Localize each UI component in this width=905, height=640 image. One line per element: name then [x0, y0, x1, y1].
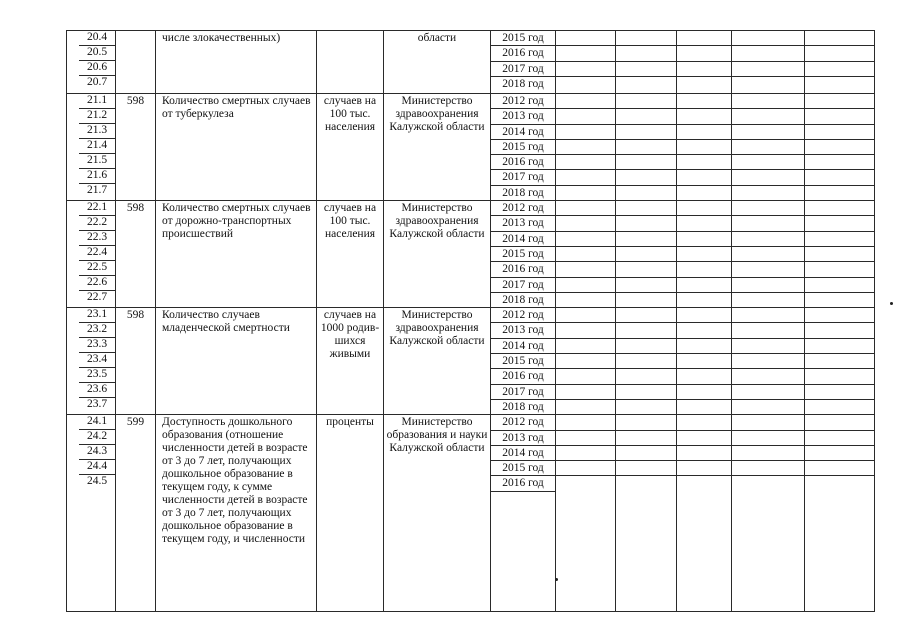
empty-value	[677, 369, 731, 384]
empty-value	[556, 354, 615, 369]
indicator-table	[66, 30, 875, 612]
row-code: 24.4	[79, 460, 115, 475]
value-cell	[732, 94, 805, 201]
row-code: 22.2	[79, 216, 115, 231]
empty-value	[556, 431, 615, 446]
year-label: 2014 год	[491, 125, 555, 140]
empty-value	[732, 354, 804, 369]
unit-of-measure: проценты	[317, 415, 384, 612]
empty-value	[732, 431, 804, 446]
empty-value	[732, 369, 804, 384]
empty-value	[616, 415, 676, 430]
row-codes-cell	[67, 415, 116, 612]
empty-value	[616, 400, 676, 414]
empty-value	[556, 31, 615, 46]
empty-value	[677, 31, 731, 46]
empty-value	[616, 308, 676, 323]
empty-value	[732, 232, 804, 247]
years-cell	[491, 31, 556, 94]
empty-value	[616, 476, 676, 490]
empty-value	[805, 46, 874, 61]
year-label: 2016 год	[491, 476, 555, 491]
row-code: 20.4	[79, 31, 115, 46]
responsible-org: Министерство здравоохранения Калужской области	[384, 308, 491, 415]
empty-value	[556, 201, 615, 216]
value-cell	[732, 201, 805, 308]
row-codes-cell	[67, 201, 116, 308]
empty-value	[556, 125, 615, 140]
empty-value	[556, 262, 615, 277]
year-label: 2012 год	[491, 94, 555, 109]
row-code: 24.3	[79, 445, 115, 460]
empty-value	[677, 308, 731, 323]
year-label: 2013 год	[491, 323, 555, 338]
empty-value	[677, 46, 731, 61]
empty-value	[616, 354, 676, 369]
unit-of-measure: случаев на 100 тыс. населения	[317, 94, 384, 201]
empty-value	[616, 216, 676, 231]
empty-value	[805, 170, 874, 185]
empty-value	[677, 232, 731, 247]
empty-value	[805, 155, 874, 170]
empty-value	[616, 155, 676, 170]
empty-value	[677, 400, 731, 414]
empty-value	[805, 369, 874, 384]
year-label: 2015 год	[491, 247, 555, 262]
empty-value	[556, 232, 615, 247]
empty-value	[732, 415, 804, 430]
empty-value	[677, 339, 731, 354]
empty-value	[805, 216, 874, 231]
empty-value	[677, 323, 731, 338]
value-cell	[616, 31, 677, 94]
empty-value	[616, 339, 676, 354]
row-codes-cell	[67, 31, 116, 94]
item-number: 598	[116, 308, 156, 415]
empty-value	[805, 247, 874, 262]
value-cell	[616, 94, 677, 201]
empty-value	[556, 476, 615, 490]
year-label: 2012 год	[491, 415, 555, 430]
year-label: 2016 год	[491, 46, 555, 61]
empty-value	[616, 94, 676, 109]
empty-value	[616, 278, 676, 293]
value-cell	[677, 308, 732, 415]
item-number	[116, 31, 156, 94]
row-code: 23.3	[79, 338, 115, 353]
empty-value	[677, 186, 731, 200]
unit-of-measure	[317, 31, 384, 94]
empty-value	[616, 262, 676, 277]
year-label: 2016 год	[491, 155, 555, 170]
indicator-name: Количество смертных случаев от дорожно-транспортных происшествий	[156, 201, 317, 308]
year-label: 2016 год	[491, 369, 555, 384]
empty-value	[732, 186, 804, 200]
empty-value	[732, 278, 804, 293]
value-cell	[677, 415, 732, 612]
empty-value	[616, 125, 676, 140]
indicator-row	[67, 308, 875, 415]
empty-value	[677, 216, 731, 231]
empty-value	[805, 385, 874, 400]
empty-value	[805, 476, 874, 490]
empty-value	[556, 400, 615, 414]
value-cell	[677, 31, 732, 94]
responsible-org: Министерство здравоохранения Калужской области	[384, 201, 491, 308]
empty-value	[677, 262, 731, 277]
year-label: 2015 год	[491, 140, 555, 155]
value-cell	[677, 94, 732, 201]
empty-value	[732, 46, 804, 61]
empty-value	[805, 201, 874, 216]
year-label: 2018 год	[502, 400, 544, 413]
years-cell	[491, 308, 556, 415]
empty-value	[616, 323, 676, 338]
row-code: 22.6	[79, 276, 115, 291]
row-code: 22.5	[79, 261, 115, 276]
empty-value	[732, 247, 804, 262]
indicator-row	[67, 31, 875, 94]
indicator-name: Количество случаев младенческой смертности	[156, 308, 317, 415]
value-cell	[732, 308, 805, 415]
row-code: 23.2	[79, 323, 115, 338]
empty-value	[732, 77, 804, 91]
empty-value	[677, 293, 731, 307]
empty-value	[805, 232, 874, 247]
row-code: 21.7	[86, 184, 108, 196]
scan-speck	[890, 302, 893, 305]
row-code: 21.1	[79, 94, 115, 109]
row-code: 20.5	[79, 46, 115, 61]
year-label: 2012 год	[491, 308, 555, 323]
empty-value	[677, 201, 731, 216]
empty-value	[677, 140, 731, 155]
row-code: 22.4	[79, 246, 115, 261]
row-code: 21.6	[79, 169, 115, 184]
empty-value	[616, 369, 676, 384]
empty-value	[616, 186, 676, 200]
row-code: 21.2	[79, 109, 115, 124]
empty-value	[677, 431, 731, 446]
empty-value	[556, 415, 615, 430]
empty-value	[805, 31, 874, 46]
empty-value	[616, 232, 676, 247]
empty-value	[805, 77, 874, 91]
row-code: 22.3	[79, 231, 115, 246]
value-cell	[556, 201, 616, 308]
empty-value	[677, 170, 731, 185]
row-codes-cell	[67, 94, 116, 201]
row-code: 22.7	[86, 291, 108, 304]
empty-value	[556, 170, 615, 185]
value-cell	[556, 415, 616, 612]
unit-of-measure: случаев на 100 тыс. населения	[317, 201, 384, 308]
year-label: 2018 год	[502, 293, 544, 306]
row-code: 22.1	[79, 201, 115, 216]
year-label: 2017 год	[491, 170, 555, 185]
years-cell	[491, 415, 556, 612]
empty-value	[677, 247, 731, 262]
empty-value	[732, 293, 804, 307]
indicator-row	[67, 415, 875, 612]
value-cell	[556, 31, 616, 94]
row-codes-cell	[67, 308, 116, 415]
year-label: 2012 год	[491, 201, 555, 216]
empty-value	[732, 461, 804, 476]
empty-value	[556, 461, 615, 476]
value-cell	[805, 31, 875, 94]
value-cell	[805, 308, 875, 415]
empty-value	[732, 94, 804, 109]
empty-value	[677, 62, 731, 77]
item-number: 598	[116, 201, 156, 308]
empty-value	[677, 354, 731, 369]
year-label: 2017 год	[491, 62, 555, 77]
empty-value	[677, 278, 731, 293]
empty-value	[732, 216, 804, 231]
year-label: 2015 год	[491, 354, 555, 369]
value-cell	[616, 308, 677, 415]
value-cell	[805, 415, 875, 612]
empty-value	[616, 247, 676, 262]
year-label: 2014 год	[491, 339, 555, 354]
empty-value	[556, 339, 615, 354]
empty-value	[556, 62, 615, 77]
empty-value	[805, 461, 874, 476]
indicator-name: Количество смертных случаев от туберкулеза	[156, 94, 317, 201]
row-code: 24.5	[86, 475, 108, 488]
value-cell	[556, 94, 616, 201]
empty-value	[732, 201, 804, 216]
empty-value	[805, 140, 874, 155]
empty-value	[677, 415, 731, 430]
item-number: 599	[116, 415, 156, 612]
year-label: 2015 год	[491, 31, 555, 46]
empty-value	[556, 247, 615, 262]
empty-value	[616, 201, 676, 216]
empty-value	[805, 109, 874, 124]
responsible-org: области	[384, 31, 491, 94]
empty-value	[732, 170, 804, 185]
empty-value	[805, 186, 874, 200]
empty-value	[805, 400, 874, 414]
row-code: 23.1	[79, 308, 115, 323]
empty-value	[732, 262, 804, 277]
empty-value	[732, 385, 804, 400]
year-label: 2018 год	[502, 77, 544, 90]
empty-value	[677, 125, 731, 140]
item-number: 598	[116, 94, 156, 201]
row-code: 24.1	[79, 415, 115, 430]
empty-value	[616, 62, 676, 77]
value-cell	[732, 415, 805, 612]
year-label: 2016 год	[491, 262, 555, 277]
empty-value	[732, 62, 804, 77]
empty-value	[556, 46, 615, 61]
value-cell	[677, 201, 732, 308]
row-code: 23.4	[79, 353, 115, 368]
value-cell	[732, 31, 805, 94]
empty-value	[805, 278, 874, 293]
empty-value	[732, 400, 804, 414]
empty-value	[677, 94, 731, 109]
responsible-org: Министерство здравоохранения Калужской области	[384, 94, 491, 201]
value-cell	[616, 201, 677, 308]
empty-value	[805, 125, 874, 140]
empty-value	[677, 109, 731, 124]
empty-value	[616, 77, 676, 91]
empty-value	[805, 431, 874, 446]
empty-value	[732, 308, 804, 323]
empty-value	[805, 308, 874, 323]
empty-value	[616, 140, 676, 155]
row-code: 21.3	[79, 124, 115, 139]
empty-value	[732, 31, 804, 46]
year-label: 2017 год	[491, 278, 555, 293]
year-label: 2013 год	[491, 216, 555, 231]
empty-value	[805, 339, 874, 354]
empty-value	[556, 109, 615, 124]
empty-value	[616, 31, 676, 46]
empty-value	[556, 293, 615, 307]
empty-value	[616, 461, 676, 476]
empty-value	[677, 461, 731, 476]
row-code: 23.7	[86, 398, 108, 411]
row-code: 20.7	[86, 76, 108, 88]
empty-value	[805, 94, 874, 109]
indicator-row	[67, 201, 875, 308]
years-cell	[491, 94, 556, 201]
empty-value	[556, 77, 615, 91]
row-code: 21.4	[79, 139, 115, 154]
empty-value	[616, 46, 676, 61]
empty-value	[556, 155, 615, 170]
empty-value	[616, 293, 676, 307]
indicator-name: числе злокачественных)	[156, 31, 317, 94]
empty-value	[677, 446, 731, 461]
empty-value	[556, 323, 615, 338]
empty-value	[556, 308, 615, 323]
year-label: 2014 год	[491, 446, 555, 461]
empty-value	[677, 155, 731, 170]
year-label: 2018 год	[502, 186, 544, 199]
empty-value	[732, 109, 804, 124]
year-label: 2015 год	[491, 461, 555, 476]
row-code: 23.6	[79, 383, 115, 398]
empty-value	[677, 476, 731, 490]
row-code: 23.5	[79, 368, 115, 383]
row-code: 21.5	[79, 154, 115, 169]
empty-value	[556, 186, 615, 200]
empty-value	[732, 476, 804, 490]
empty-value	[677, 77, 731, 91]
year-label: 2013 год	[491, 431, 555, 446]
value-cell	[616, 415, 677, 612]
row-code: 20.6	[79, 61, 115, 76]
empty-value	[805, 62, 874, 77]
empty-value	[556, 446, 615, 461]
empty-value	[616, 446, 676, 461]
empty-value	[616, 170, 676, 185]
value-cell	[805, 201, 875, 308]
empty-value	[556, 369, 615, 384]
responsible-org: Министерство образования и науки Калужской области	[384, 415, 491, 612]
empty-value	[732, 140, 804, 155]
value-cell	[556, 308, 616, 415]
year-label: 2017 год	[491, 385, 555, 400]
empty-value	[556, 140, 615, 155]
empty-value	[556, 385, 615, 400]
year-label: 2014 год	[491, 232, 555, 247]
empty-value	[732, 446, 804, 461]
empty-value	[805, 446, 874, 461]
empty-value	[805, 262, 874, 277]
empty-value	[805, 415, 874, 430]
empty-value	[805, 293, 874, 307]
indicator-row	[67, 94, 875, 201]
empty-value	[616, 431, 676, 446]
empty-value	[556, 94, 615, 109]
empty-value	[732, 155, 804, 170]
row-code: 24.2	[79, 430, 115, 445]
empty-value	[732, 339, 804, 354]
empty-value	[805, 323, 874, 338]
table-body	[67, 31, 875, 612]
years-cell	[491, 201, 556, 308]
scan-speck	[555, 578, 558, 581]
empty-value	[732, 323, 804, 338]
empty-value	[805, 354, 874, 369]
empty-value	[616, 109, 676, 124]
empty-value	[732, 125, 804, 140]
year-label: 2013 год	[491, 109, 555, 124]
indicator-name: Доступность дошкольного образования (отношение численности детей в возрасте от 3 до 7 лет, получающих дошкольное образование в текущем году, к сумме численности детей в возрасте от 3 до 7 лет, получающих дошкольное образование в текущем году, и численности	[156, 415, 317, 612]
empty-value	[556, 278, 615, 293]
empty-value	[677, 385, 731, 400]
unit-of-measure: случаев на 1000 родив-шихся живыми	[317, 308, 384, 415]
value-cell	[805, 94, 875, 201]
empty-value	[616, 385, 676, 400]
empty-value	[556, 216, 615, 231]
